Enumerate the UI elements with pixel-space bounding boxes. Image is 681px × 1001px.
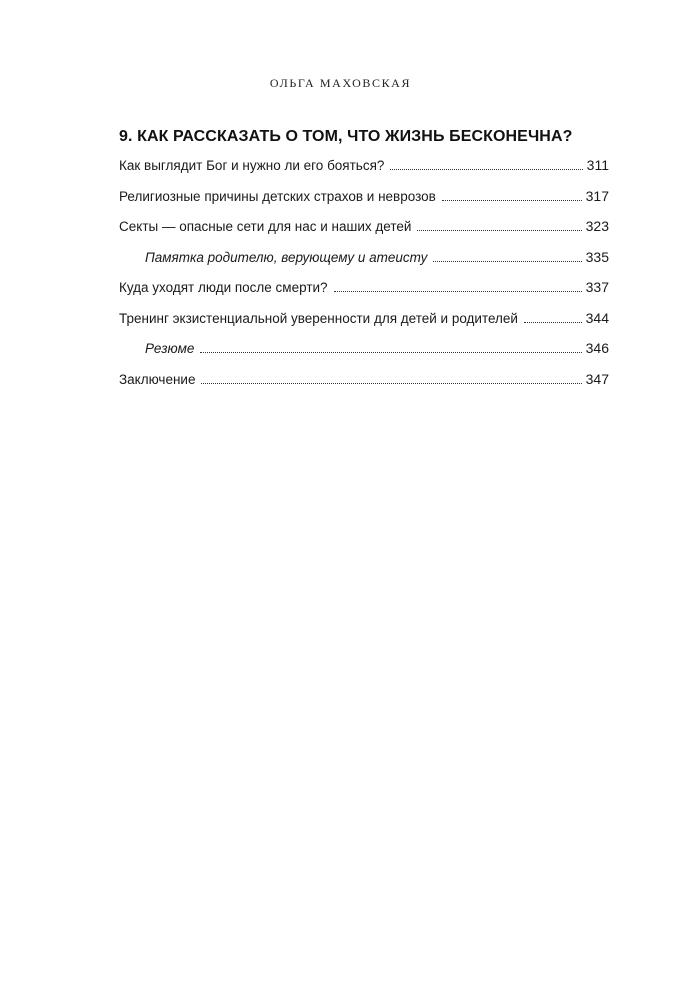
toc-entry-title: Куда уходят люди после смерти? [119, 280, 328, 295]
dot-leader [201, 383, 581, 384]
dot-leader [442, 200, 582, 201]
toc-entry-page: 344 [585, 309, 609, 326]
toc-entry-page: 311 [586, 157, 609, 173]
dot-leader [334, 291, 582, 292]
toc-entry [119, 188, 609, 219]
toc-entry-page: 323 [585, 218, 609, 234]
running-head: ОЛЬГА МАХОВСКАЯ [269, 76, 412, 90]
toc-subentry-page: 346 [585, 340, 609, 356]
chapter-title: 9. КАК РАССКАЗАТЬ О ТОМ, ЧТО ЖИЗНЬ БЕСКОНЕЧНА? [119, 128, 573, 145]
toc-entry [119, 371, 609, 402]
toc-entry-title: Тренинг экзистенциальной уверенности для детей и родителей [119, 310, 518, 326]
toc-entry [119, 279, 609, 310]
toc-entry [119, 310, 609, 341]
toc-entry-title: Как выглядит Бог и нужно ли его бояться? [119, 158, 385, 173]
toc-subentry-title: Резюме [145, 341, 195, 356]
toc-subentry-page: 335 [585, 248, 609, 265]
dot-leader [390, 169, 582, 170]
dot-leader [200, 352, 581, 353]
dot-leader [433, 261, 581, 262]
toc-entry-title: Заключение [119, 371, 196, 387]
dot-leader [524, 322, 582, 323]
toc-entry [119, 218, 609, 249]
toc-entry-page: 337 [585, 279, 609, 295]
toc-subentry [119, 249, 609, 280]
toc-subentry [119, 340, 609, 371]
toc-entry-page: 317 [585, 187, 609, 204]
dot-leader [417, 230, 581, 231]
toc-entry-title: Секты — опасные сети для нас и наших детей [119, 219, 412, 234]
table-of-contents [119, 157, 609, 401]
toc-entry-page: 347 [585, 370, 609, 387]
toc-entry [119, 157, 609, 188]
toc-entry-title: Религиозные причины детских страхов и неврозов [119, 188, 436, 204]
toc-subentry-title: Памятка родителю, верующему и атеисту [145, 249, 428, 265]
